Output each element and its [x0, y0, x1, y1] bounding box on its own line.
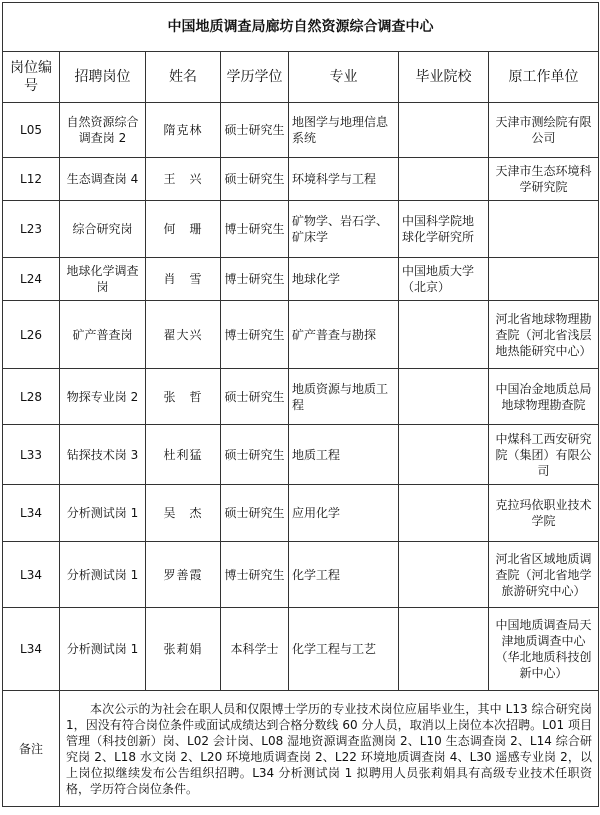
row-id: L24 — [3, 258, 60, 301]
row-name: 杜利猛 — [146, 425, 221, 485]
header-id: 岗位编号 — [3, 52, 60, 103]
table-row — [3, 201, 599, 258]
row-name: 张莉娟 — [146, 608, 221, 691]
recruitment-table — [2, 2, 599, 807]
row-degree: 博士研究生 — [221, 258, 289, 301]
row-school — [399, 425, 489, 485]
row-id: L34 — [3, 608, 60, 691]
row-id: L12 — [3, 158, 60, 201]
row-id: L33 — [3, 425, 60, 485]
header-degree: 学历学位 — [221, 52, 289, 103]
row-id: L05 — [3, 103, 60, 158]
row-org: 中国冶金地质总局地球物理勘查院 — [489, 369, 599, 425]
row-degree: 博士研究生 — [221, 201, 289, 258]
row-major: 应用化学 — [289, 485, 399, 542]
row-post: 矿产普查岗 — [60, 301, 146, 369]
header-school: 毕业院校 — [399, 52, 489, 103]
row-org: 河北省区域地质调查院（河北省地学旅游研究中心） — [489, 542, 599, 608]
row-degree: 硕士研究生 — [221, 369, 289, 425]
row-school — [399, 608, 489, 691]
row-name: 张 哲 — [146, 369, 221, 425]
row-school — [399, 103, 489, 158]
row-major: 化学工程与工艺 — [289, 608, 399, 691]
row-org — [489, 201, 599, 258]
row-major: 地图学与地理信息系统 — [289, 103, 399, 158]
row-school: 中国科学院地球化学研究所 — [399, 201, 489, 258]
row-post: 物探专业岗 2 — [60, 369, 146, 425]
table-row — [3, 158, 599, 201]
table-row — [3, 258, 599, 301]
row-major: 地球化学 — [289, 258, 399, 301]
row-name: 王 兴 — [146, 158, 221, 201]
note-text: 本次公示的为社会在职人员和仅限博士学历的专业技术岗位应届毕业生，其中 L13 综合研究岗 1，因没有符合岗位条件或面试成绩达到合格分数线 60 分人员，取消以上岗位本次招聘。L01 项目管理（科技创新）岗、L02 会计岗、L08 湿地资源调查监测岗 2、L10 生态调查岗 2、L14 综合研究岗 2、L18 水文岗 2、L20 环境地质调查岗 2、L22 环境地质调查岗 4、L30 遥感专业岗 2，以上岗位拟继续发布公告组织招聘。L34 分析测试岗 1 拟聘用人员张莉娟具有高级专业技术任职资格，学历符合岗位条件。 — [60, 691, 599, 807]
row-name: 肖 雪 — [146, 258, 221, 301]
row-school — [399, 542, 489, 608]
row-major: 化学工程 — [289, 542, 399, 608]
row-major: 地质工程 — [289, 425, 399, 485]
row-degree: 硕士研究生 — [221, 158, 289, 201]
row-name: 罗善霞 — [146, 542, 221, 608]
row-org — [489, 258, 599, 301]
row-id: L34 — [3, 542, 60, 608]
row-major: 矿物学、岩石学、矿床学 — [289, 201, 399, 258]
row-post: 分析测试岗 1 — [60, 542, 146, 608]
row-degree: 硕士研究生 — [221, 425, 289, 485]
row-degree: 硕士研究生 — [221, 103, 289, 158]
header-major: 专业 — [289, 52, 399, 103]
row-post: 地球化学调查岗 — [60, 258, 146, 301]
row-major: 矿产普查与勘探 — [289, 301, 399, 369]
table-row — [3, 425, 599, 485]
row-org: 天津市生态环境科学研究院 — [489, 158, 599, 201]
row-major: 地质资源与地质工程 — [289, 369, 399, 425]
row-org: 天津市测绘院有限公司 — [489, 103, 599, 158]
row-org: 克拉玛依职业技术学院 — [489, 485, 599, 542]
row-school — [399, 301, 489, 369]
table-row — [3, 608, 599, 691]
row-id: L23 — [3, 201, 60, 258]
header-post: 招聘岗位 — [60, 52, 146, 103]
row-post: 钻探技术岗 3 — [60, 425, 146, 485]
row-post: 综合研究岗 — [60, 201, 146, 258]
table-body — [3, 103, 599, 691]
table-row — [3, 485, 599, 542]
row-id: L28 — [3, 369, 60, 425]
table-row — [3, 369, 599, 425]
header-row — [3, 52, 599, 103]
row-id: L26 — [3, 301, 60, 369]
header-name: 姓名 — [146, 52, 221, 103]
header-org: 原工作单位 — [489, 52, 599, 103]
row-org: 中煤科工西安研究院（集团）有限公司 — [489, 425, 599, 485]
row-degree: 博士研究生 — [221, 301, 289, 369]
row-degree: 本科学士 — [221, 608, 289, 691]
row-name: 何 珊 — [146, 201, 221, 258]
row-post: 生态调查岗 4 — [60, 158, 146, 201]
row-org: 河北省地球物理勘查院（河北省浅层地热能研究中心） — [489, 301, 599, 369]
table-row — [3, 103, 599, 158]
row-name: 隋克林 — [146, 103, 221, 158]
table-title: 中国地质调查局廊坊自然资源综合调查中心 — [3, 3, 599, 52]
row-degree: 硕士研究生 — [221, 485, 289, 542]
row-post: 分析测试岗 1 — [60, 485, 146, 542]
row-id: L34 — [3, 485, 60, 542]
row-name: 吴 杰 — [146, 485, 221, 542]
row-name: 翟大兴 — [146, 301, 221, 369]
row-degree: 博士研究生 — [221, 542, 289, 608]
row-school — [399, 369, 489, 425]
row-post: 分析测试岗 1 — [60, 608, 146, 691]
row-org: 中国地质调查局天津地质调查中心（华北地质科技创新中心） — [489, 608, 599, 691]
row-post: 自然资源综合调查岗 2 — [60, 103, 146, 158]
table-row — [3, 542, 599, 608]
row-school: 中国地质大学（北京） — [399, 258, 489, 301]
note-label: 备注 — [3, 691, 60, 807]
table-row — [3, 301, 599, 369]
row-school — [399, 485, 489, 542]
row-school — [399, 158, 489, 201]
row-major: 环境科学与工程 — [289, 158, 399, 201]
note-row — [3, 691, 599, 807]
